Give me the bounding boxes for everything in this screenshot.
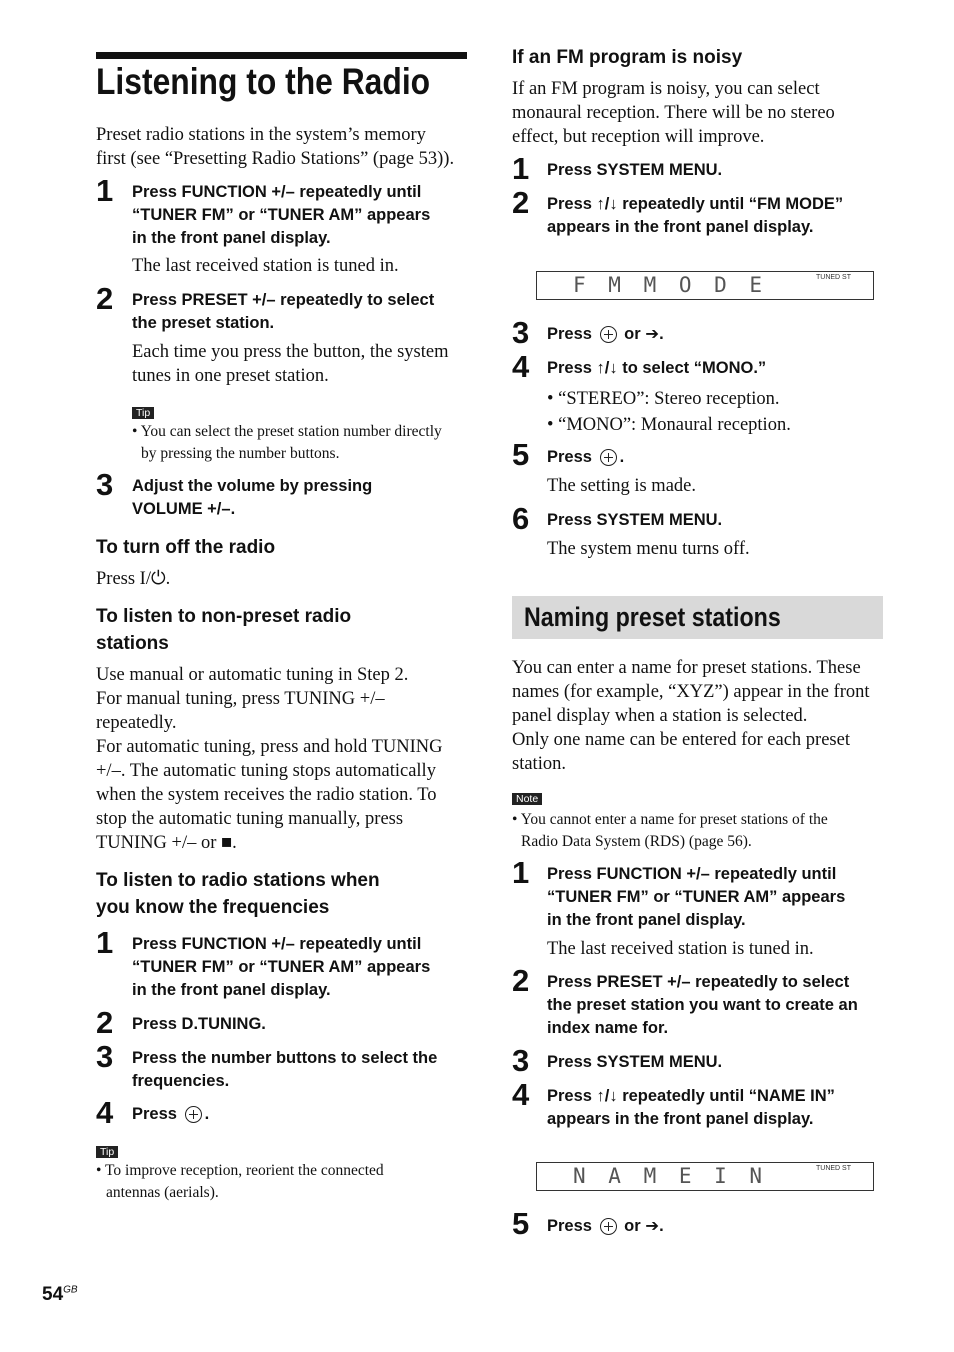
display-text: N A M E I N [573,1164,768,1188]
step-number: 3 [512,1043,530,1078]
tip-text: • To improve reception, reorient the connected antennas (aerials). [96,1162,384,1201]
display-indicator: TUNED ST [816,274,851,281]
section-banner-title: Naming preset stations [524,602,781,632]
step-number: 5 [512,437,530,472]
tip-text: • You can select the preset station number directly by pressing the number buttons. [132,423,442,462]
step-note: Each time you press the button, the system tunes in one preset station. [132,342,449,386]
body-text: Use manual or automatic tuning in Step 2. For manual tuning, press TUNING +/– repeatedly. For automatic tuning, press and hold TUNING +/–. The automatic tuning stops automatically when the system receives the radio station. To stop the automatic tuning manually, press TUNING +/– or ■. [96,665,443,853]
section-banner [512,596,883,639]
step-text: Adjust the volume by pressing VOLUME +/–. [132,477,373,518]
section-heading: To listen to radio stations when you know the frequencies [96,870,380,918]
tip-badge: Tip [96,1146,118,1158]
step-text: Press ↑/↓ to select “MONO.” [547,359,767,377]
step-note: The last received station is tuned in. [132,256,399,276]
step-text: Press D.TUNING. [132,1015,266,1033]
step-note: The system menu turns off. [547,539,750,559]
display-text: F M M O D E [573,273,768,297]
step-text: Press PRESET +/– repeatedly to select the preset station you want to create an index name for. [547,973,858,1037]
step-number: 1 [96,173,114,208]
front-panel-display [536,1162,874,1191]
enter-button-icon [600,326,617,343]
title-rule [96,52,467,59]
section-heading: To turn off the radio [96,537,276,558]
step-note: The setting is made. [547,476,696,496]
body-text: You can enter a name for preset stations. These names (for example, “XYZ”) appear in the front panel display when a station is selected. Only one name can be entered for each preset station. [512,658,870,774]
step-number: 2 [96,1005,114,1040]
step-text: Press PRESET +/– repeatedly to select the preset station. [132,291,435,332]
step-text: Press . [547,448,625,466]
tip-badge: Tip [132,407,154,419]
step-number: 3 [96,467,114,502]
body-text: If an FM program is noisy, you can select monaural reception. There will be no stereo effect, but reception will improve. [512,79,835,147]
enter-button-icon [600,1218,617,1235]
enter-button-icon [185,1106,202,1123]
step-number: 3 [96,1039,114,1074]
step-number: 2 [512,963,530,998]
body-text: Press I/⏻. [96,569,171,589]
step-text: Press ↑/↓ repeatedly until “NAME IN” appears in the front panel display. [547,1087,835,1128]
step-text: Press SYSTEM MENU. [547,511,723,529]
section-heading: If an FM program is noisy [512,47,743,68]
enter-button-icon [600,449,617,466]
page-number: $54^{GB}$ [42,1284,78,1305]
step-number: 4 [512,349,530,384]
step-text: Press FUNCTION +/– repeatedly until “TUNER FM” or “TUNER AM” appears in the front panel display. [132,935,431,999]
note-text: • You cannot enter a name for preset stations of the Radio Data System (RDS) (page 56). [512,811,828,850]
intro-text: Preset radio stations in the system’s memory first (see “Presetting Radio Stations” (page 53)). [96,125,455,169]
step-number: 2 [512,185,530,220]
step-text: Press . [132,1105,210,1123]
step-note: The last received station is tuned in. [547,939,814,959]
step-text: Press the number buttons to select the frequencies. [132,1049,438,1090]
step-number: 2 [96,281,114,316]
step-text: Press or ➔. [547,325,664,343]
front-panel-display [536,271,874,300]
step-text: Press SYSTEM MENU. [547,161,723,179]
page-title: Listening to the Radio [96,61,431,102]
step-number: 5 [512,1206,530,1241]
step-text: Press FUNCTION +/– repeatedly until “TUNER FM” or “TUNER AM” appears in the front panel display. [547,865,846,929]
step-number: 6 [512,501,530,536]
step-number: 1 [512,151,530,186]
step-text: Press or ➔. [547,1217,664,1235]
step-text: Press FUNCTION +/– repeatedly until “TUNER FM” or “TUNER AM” appears in the front panel display. [132,183,431,247]
note-badge: Note [512,793,542,805]
bullet-list: • “STEREO”: Stereo reception. • “MONO”: Monaural reception. [547,389,791,435]
display-indicator: TUNED ST [816,1165,851,1172]
step-text: Press ↑/↓ repeatedly until “FM MODE” appears in the front panel display. [547,195,844,236]
step-number: 1 [512,855,530,890]
step-number: 1 [96,925,114,960]
step-number: 4 [512,1077,530,1112]
section-heading: To listen to non-preset radio stations [96,606,352,654]
step-number: 3 [512,315,530,350]
step-number: 4 [96,1095,114,1130]
step-text: Press SYSTEM MENU. [547,1053,723,1071]
